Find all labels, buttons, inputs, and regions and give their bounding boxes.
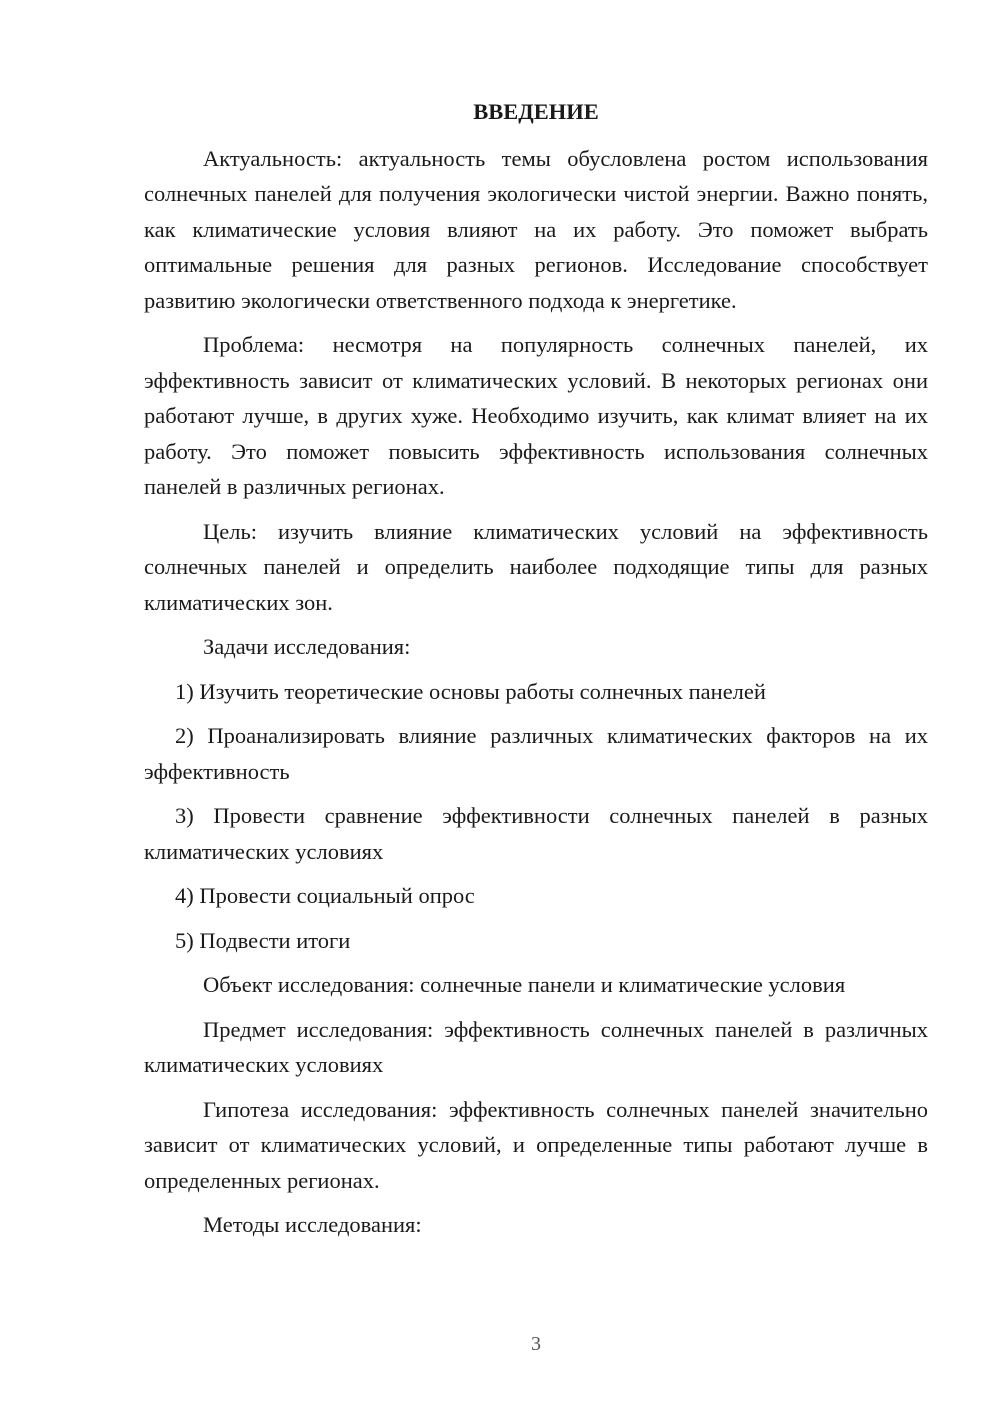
list-item: 2) Проанализировать влияние различных климатических факторов на их эффективность [144,723,928,784]
paragraph-subject: Предмет исследования: эффективность солнечных панелей в различных климатических условиях [144,1016,928,1077]
methods-heading: Методы исследования: [203,1212,422,1237]
page-content [144,94,928,1252]
list-item: 5) Подвести итоги [175,927,351,953]
paragraph-problem: Проблема: несмотря на популярность солнечных панелей, их эффективность зависит от климатических условий. В некоторых регионах они работают лучше, в других хуже. Необходимо изучить, как климат влияет на их работу. Это поможет повысить эффективность использования солнечных панелей в различных регионах. [144,332,928,499]
page-number: 3 [531,1333,541,1355]
tasks-heading: Задачи исследования: [203,634,411,659]
tasks-list [144,674,928,959]
list-item: 1) Изучить теоретические основы работы солнечных панелей [175,678,766,704]
section-title: ВВЕДЕНИЕ [473,99,599,124]
paragraph-hypothesis: Гипотеза исследования: эффективность солнечных панелей значительно зависит от климатических условий, и определенные типы работают лучше в определенных регионах. [144,1096,928,1193]
paragraph-object: Объект исследования: солнечные панели и климатические условия [203,972,846,997]
paragraph-relevance: Актуальность: актуальность темы обусловлена ростом использования солнечных панелей для получения экологически чистой энергии. Важно понять, как климатические условия влияют на их работу. Это поможет выбрать оптимальные решения для разных регионов. Исследование способствует развитию экологически ответственного подхода к энергетике. [144,145,928,313]
list-item: 3) Провести сравнение эффективности солнечных панелей в разных климатических условиях [144,803,928,864]
list-item: 4) Провести социальный опрос [175,883,475,908]
paragraph-goal: Цель: изучить влияние климатических условий на эффективность солнечных панелей и определить наиболее подходящие типы для разных климатических зон. [144,518,928,615]
